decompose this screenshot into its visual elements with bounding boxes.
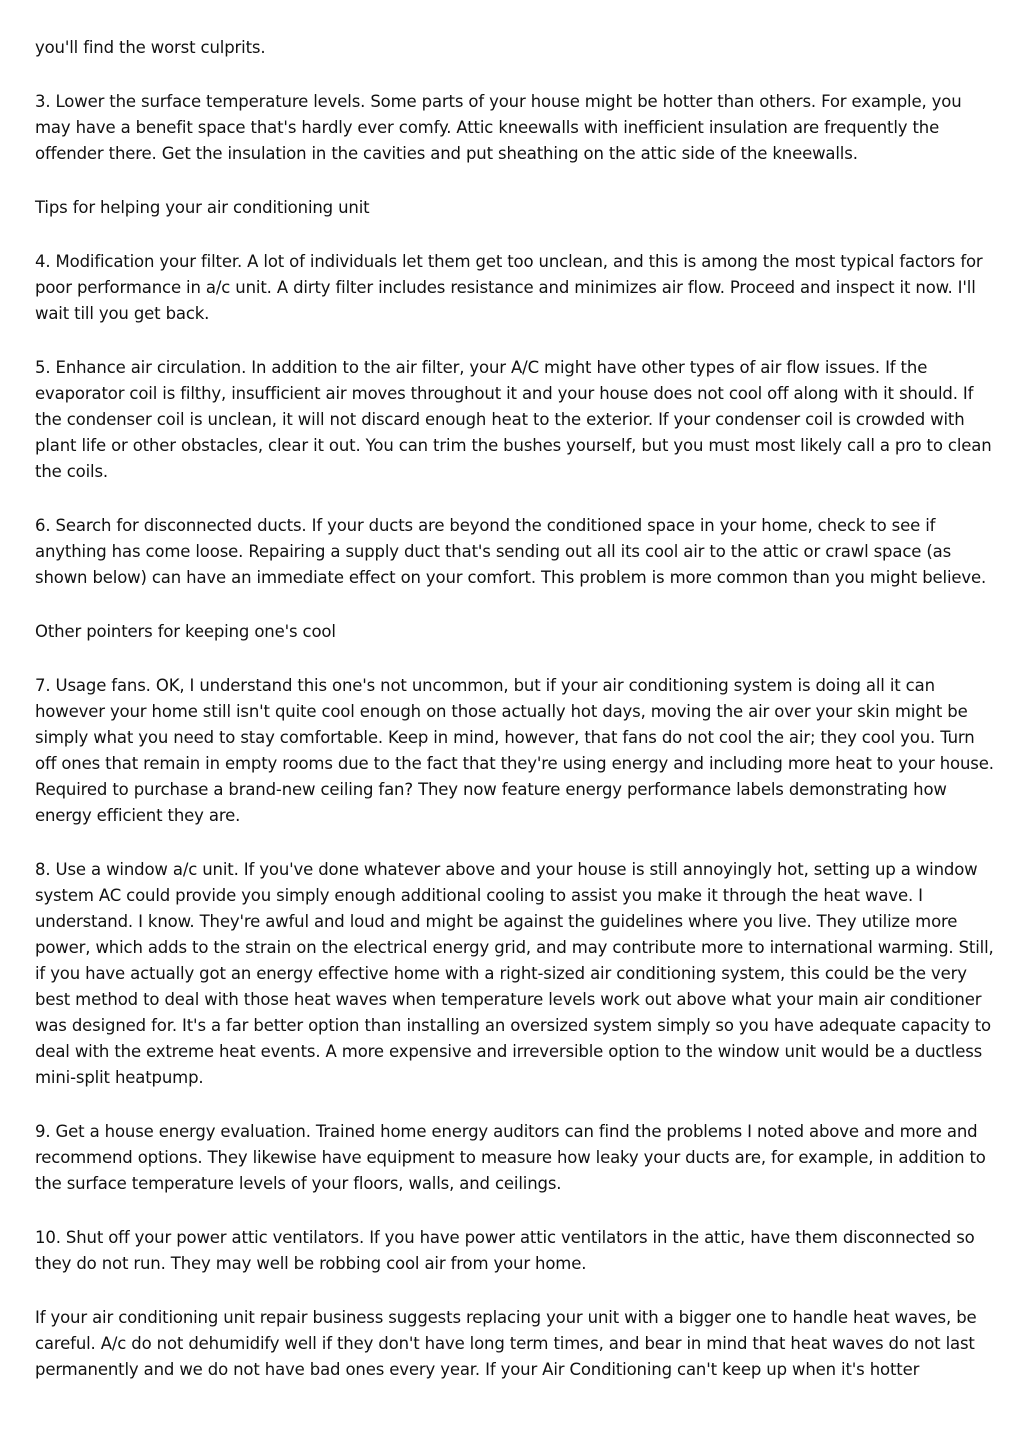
paragraph-tip-3: 3. Lower the surface temperature levels. Some parts of your house might be hotter than others. For example, you may have a benefit space that's hardly ever comfy. Attic kneewalls with inefficient insulation are frequently the offender there. Get the insulation in the cavities and put sheathing on the attic side of the kneewalls.	[35, 92, 962, 163]
section-heading-other-pointers: Other pointers for keeping one's cool	[35, 622, 336, 641]
paragraph-closing: If your air conditioning unit repair business suggests replacing your unit with a bigger one to handle heat waves, be careful. A/c do not dehumidify well if they don't have long term times, and bear in mind that heat waves do not last permanently and we do not have bad ones every year. If your Air Conditioning can't keep up when it's hotter	[35, 1308, 977, 1379]
paragraph-tip-7: 7. Usage fans. OK, I understand this one's not uncommon, but if your air conditioning system is doing all it can however your home still isn't quite cool enough on those actually hot days, moving the air over your skin might be simply what you need to stay comfortable. Keep in mind, however, that fans do not cool the air; they cool you. Turn off ones that remain in empty rooms due to the fact that they're using energy and including more heat to your house. Required to purchase a brand-new ceiling fan? They now feature energy performance labels demonstrating how energy efficient they are.	[35, 676, 994, 825]
paragraph-tip-10: 10. Shut off your power attic ventilators. If you have power attic ventilators in the attic, have them disconnected so they do not run. They may well be robbing cool air from your home.	[35, 1228, 975, 1273]
paragraph-tip-5: 5. Enhance air circulation. In addition to the air filter, your A/C might have other types of air flow issues. If the evaporator coil is filthy, insufficient air moves throughout it and your house does not cool off along with it should. If the condenser coil is unclean, it will not discard enough heat to the exterior. If your condenser coil is crowded with plant life or other obstacles, clear it out. You can trim the bushes yourself, but you must most likely call a pro to clean the coils.	[35, 358, 992, 481]
document-body	[35, 35, 997, 1411]
paragraph-continuation: you'll find the worst culprits.	[35, 38, 266, 57]
paragraph-tip-8: 8. Use a window a/c unit. If you've done whatever above and your house is still annoyingly hot, setting up a window system AC could provide you simply enough additional cooling to assist you make it through the heat wave. I understand. I know. They're awful and loud and might be against the guidelines where you live. They utilize more power, which adds to the strain on the electrical energy grid, and may contribute more to international warming. Still, if you have actually got an energy effective home with a right-sized air conditioning system, this could be the very best method to deal with those heat waves when temperature levels work out above what your main air conditioner was designed for. It's a far better option than installing an oversized system simply so you have adequate capacity to deal with the extreme heat events. A more expensive and irreversible option to the window unit would be a ductless mini-split heatpump.	[35, 860, 994, 1087]
section-heading-ac-tips: Tips for helping your air conditioning unit	[35, 198, 370, 217]
paragraph-tip-6: 6. Search for disconnected ducts. If your ducts are beyond the conditioned space in your home, check to see if anything has come loose. Repairing a supply duct that's sending out all its cool air to the attic or crawl space (as shown below) can have an immediate effect on your comfort. This problem is more common than you might believe.	[35, 516, 987, 587]
paragraph-tip-9: 9. Get a house energy evaluation. Trained home energy auditors can find the problems I noted above and more and recommend options. They likewise have equipment to measure how leaky your ducts are, for example, in addition to the surface temperature levels of your floors, walls, and ceilings.	[35, 1122, 986, 1193]
paragraph-tip-4: 4. Modification your filter. A lot of individuals let them get too unclean, and this is among the most typical factors for poor performance in a/c unit. A dirty filter includes resistance and minimizes air flow. Proceed and inspect it now. I'll wait till you get back.	[35, 252, 983, 323]
